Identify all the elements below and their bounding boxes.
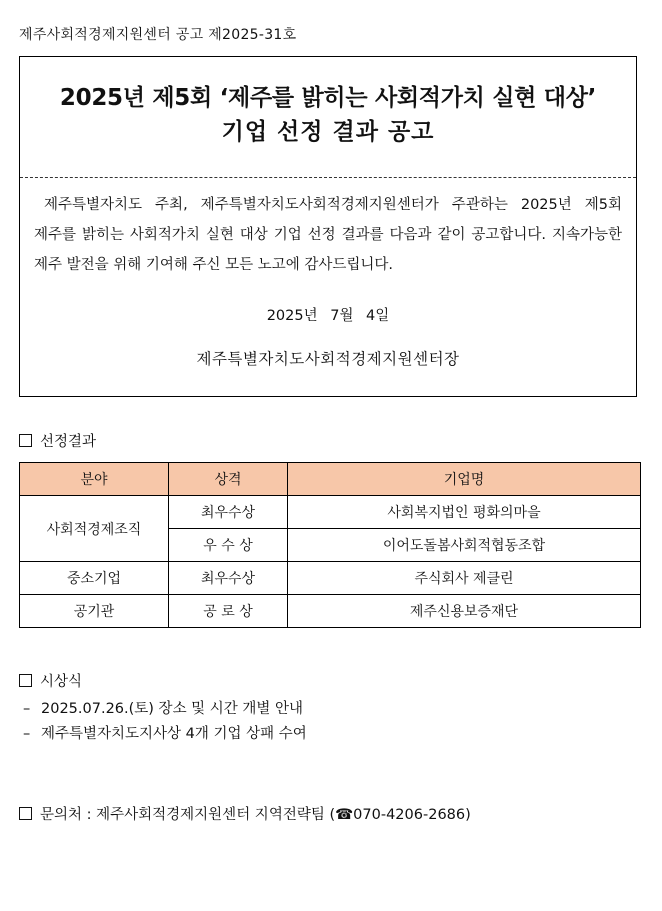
award-cell: 공 로 상 bbox=[169, 595, 288, 628]
title-line-1: 2025년 제5회 ‘제주를 밝히는 사회적가치 실현 대상’ bbox=[59, 85, 597, 111]
ceremony-item-text: 제주특별자치도지사상 4개 기업 상패 수여 bbox=[41, 726, 307, 742]
table-header-row bbox=[20, 463, 641, 496]
company-cell: 사회복지법인 평화의마을 bbox=[288, 496, 641, 529]
square-bullet-icon bbox=[19, 434, 32, 447]
field-cell: 중소기업 bbox=[20, 562, 169, 595]
company-cell: 주식회사 제클린 bbox=[288, 562, 641, 595]
results-heading-label: 선정결과 bbox=[40, 434, 97, 450]
award-cell: 최우수상 bbox=[169, 496, 288, 529]
table-row bbox=[20, 562, 641, 595]
contact-line bbox=[19, 803, 471, 824]
table-row bbox=[20, 496, 641, 529]
ceremony-list bbox=[23, 697, 307, 747]
announcement-body: 제주특별자치도 주최, 제주특별자치도사회적경제지원센터가 주관하는 2025년 제5회 제주를 밝히는 사회적가치 실현 대상 기업 선정 결과를 다음과 같이 공고합니다. 지속가능한 제주 발전을 위해 기여해 주신 모든 노고에 감사드립니다. bbox=[34, 197, 622, 273]
square-bullet-icon bbox=[19, 674, 32, 687]
announcement-signer: 제주특별자치도사회적경제지원센터장 bbox=[196, 350, 460, 368]
notice-number: 제주사회적경제지원센터 공고 제2025-31호 bbox=[19, 27, 297, 43]
field-cell: 공기관 bbox=[20, 595, 169, 628]
list-item: – 2025.07.26.(토) 장소 및 시간 개별 안내 bbox=[23, 701, 304, 717]
award-cell: 우 수 상 bbox=[169, 529, 288, 562]
column-header-company: 기업명 bbox=[288, 463, 641, 496]
field-cell: 사회적경제조직 bbox=[20, 496, 169, 562]
company-cell: 제주신용보증재단 bbox=[288, 595, 641, 628]
contact-label: 문의처 : 제주사회적경제지원센터 지역전략팀 (☎070-4206-2686) bbox=[40, 807, 471, 823]
announcement-date: 2025년 7월 4일 bbox=[266, 308, 390, 324]
ceremony-heading-label: 시상식 bbox=[40, 674, 83, 690]
column-header-award: 상격 bbox=[169, 463, 288, 496]
list-item: – 제주특별자치도지사상 4개 기업 상패 수여 bbox=[23, 726, 307, 742]
award-cell: 최우수상 bbox=[169, 562, 288, 595]
announcement-box bbox=[19, 56, 637, 397]
ceremony-heading bbox=[19, 670, 82, 691]
table-row bbox=[20, 595, 641, 628]
company-cell: 이어도돌봄사회적협동조합 bbox=[288, 529, 641, 562]
announcement-title bbox=[20, 57, 636, 178]
results-table bbox=[19, 462, 641, 628]
ceremony-item-text: 2025.07.26.(토) 장소 및 시간 개별 안내 bbox=[41, 701, 304, 717]
title-line-2: 기업 선정 결과 공고 bbox=[221, 119, 435, 145]
square-bullet-icon bbox=[19, 807, 32, 820]
column-header-field: 분야 bbox=[20, 463, 169, 496]
results-heading bbox=[19, 430, 96, 451]
